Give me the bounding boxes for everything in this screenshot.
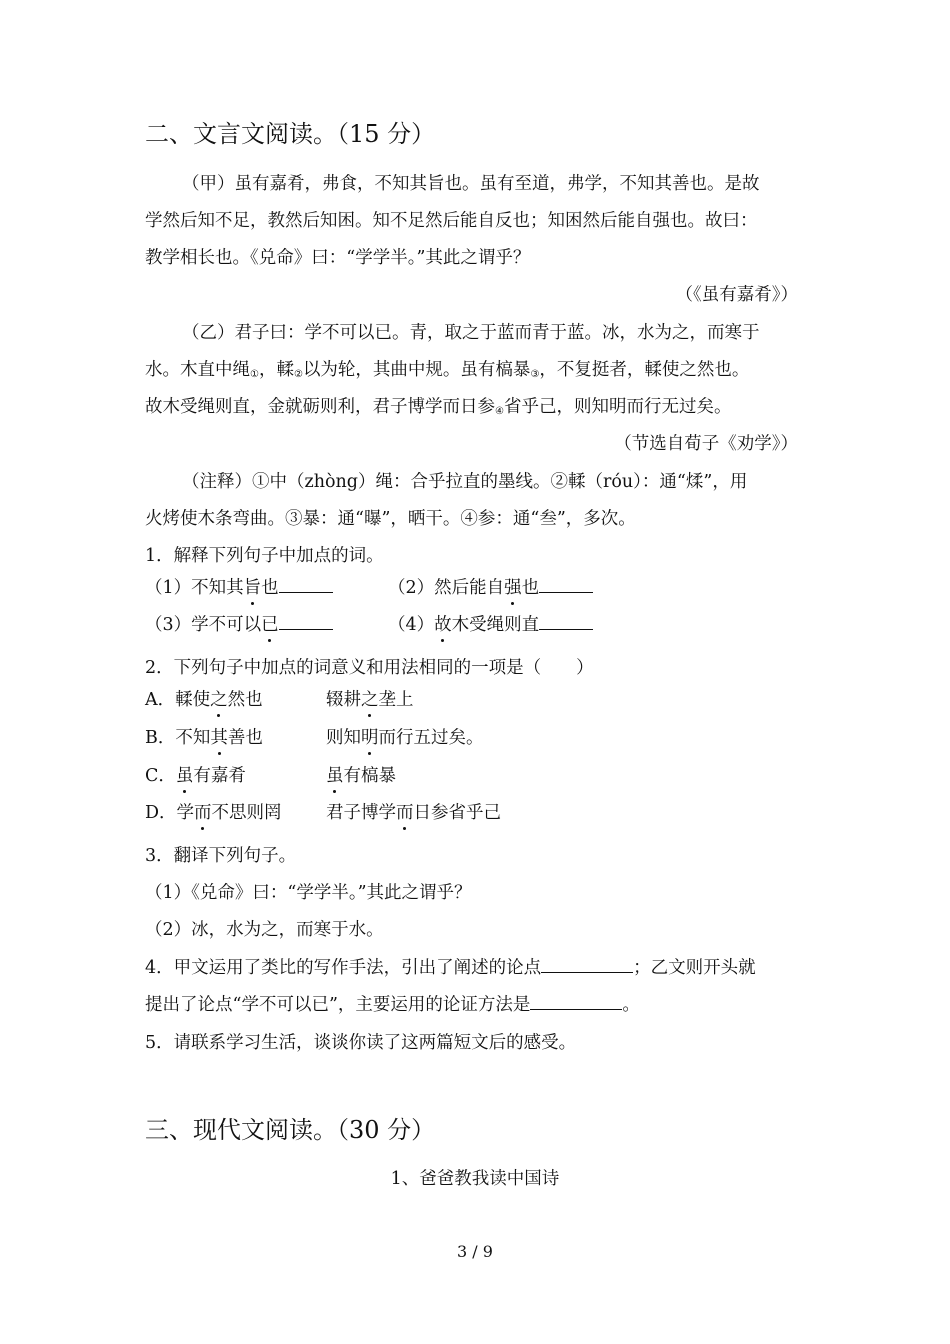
text-segment: 省乎己，则知明而行无过矣。 (503, 397, 732, 417)
text-segment: 故木受绳则直，金就砺则利，君子博学而日参 (145, 397, 495, 417)
page-number: 3 / 9 (457, 1242, 493, 1261)
text-segment: C． (145, 766, 176, 786)
dotted-word: 已 (261, 615, 279, 635)
text-segment: 则知 (326, 728, 361, 748)
answer-blank[interactable] (539, 615, 593, 630)
text-segment: 君子博学 (326, 803, 396, 823)
passage-jia-line-2: 学然后知不足，教然后知困。知不足然后能自反也；知困然后能自强也。故曰： (145, 211, 758, 231)
option-d-left[interactable] (145, 801, 282, 825)
answer-blank[interactable] (541, 958, 633, 973)
text-segment: 垄上 (378, 690, 414, 710)
text-segment: A．輮使 (145, 690, 211, 710)
dotted-word: 虽 (175, 766, 194, 786)
passage-yi-line-1: （乙）君子曰：学不可以已。青，取之于蓝而青于蓝。冰，水为之，而寒于 (182, 323, 760, 343)
footnote-marker-2: ② (293, 369, 303, 380)
question-1-item-1 (145, 576, 333, 600)
text-segment: 木受绳则直 (451, 615, 540, 635)
notes-line-1: （注释）①中（zhòng）绳：合乎拉直的墨线。②輮（róu）：通“煣”，用 (182, 472, 748, 492)
dotted-word: 故 (434, 615, 452, 635)
passage-yi-line-3 (145, 395, 731, 424)
article-title: 1、爸爸教我读中国诗 (390, 1169, 560, 1189)
question-1-item-2 (388, 576, 593, 600)
text-segment: 善也 (227, 728, 263, 748)
option-c-right (326, 764, 396, 788)
answer-blank[interactable] (279, 615, 333, 630)
text-segment: （3）学不可以 (145, 615, 262, 635)
text-segment: 。 (622, 995, 640, 1015)
passage-jia-source: （《虽有嘉肴》） (675, 285, 798, 305)
question-1-item-3 (145, 613, 333, 637)
text-segment: 不思则罔 (211, 803, 282, 823)
text-segment: 然也 (227, 690, 263, 710)
text-segment: 水。木直中绳 (145, 360, 250, 380)
dotted-word: 旨 (243, 578, 262, 598)
passage-jia-line-3: 教学相长也。《兑命》曰：“学学半。”其此之谓乎？ (145, 248, 531, 268)
dotted-word: 其 (210, 728, 228, 748)
question-4-line-1 (145, 956, 756, 980)
question-3-sentence-1: （1）《兑命》曰：“学学半。”其此之谓乎？ (145, 883, 472, 903)
option-b-left[interactable] (145, 726, 263, 750)
text-segment: 日参省乎己 (413, 803, 501, 823)
dotted-word: 之 (361, 690, 379, 710)
text-segment: 有嘉肴 (193, 766, 246, 786)
question-2-stem: 2．下列句子中加点的词意义和用法相同的一项是（ ） (145, 658, 594, 678)
text-segment: 也 (261, 578, 279, 598)
dotted-word: 明 (361, 728, 379, 748)
option-a-right (326, 688, 414, 712)
answer-blank[interactable] (279, 578, 333, 593)
text-segment: ，輮 (258, 360, 294, 380)
text-segment: B．不知 (145, 728, 211, 748)
text-segment: ；乙文则开头就 (633, 958, 756, 978)
option-d-right (326, 801, 501, 825)
dotted-word: 而 (194, 803, 212, 823)
text-segment: （4） (388, 615, 435, 635)
option-a-left[interactable] (145, 688, 263, 712)
passage-yi-source: （节选自荀子《劝学》） (614, 434, 798, 454)
footnote-marker-3: ③ (530, 369, 540, 380)
text-segment: 有槁暴 (343, 766, 396, 786)
passage-jia-line-1: （甲）虽有嘉肴，弗食，不知其旨也。虽有至道，弗学，不知其善也。是故 (182, 174, 760, 194)
text-segment: 4．甲文运用了类比的写作手法，引出了阐述的论点 (145, 958, 542, 978)
notes-line-2: 火烤使木条弯曲。③暴：通“曝”，晒干。④参：通“叁”，多次。 (145, 509, 636, 529)
answer-blank[interactable] (539, 578, 593, 593)
text-segment: 也 (521, 578, 540, 598)
dotted-word: 强 (504, 578, 522, 598)
text-segment: 以为轮，其曲中规。虽有槁暴 (302, 360, 531, 380)
text-segment: （2）然后能自 (388, 578, 505, 598)
text-segment: D．学 (145, 803, 195, 823)
footnote-marker-1: ① (250, 369, 259, 380)
option-b-right (326, 726, 484, 750)
answer-blank[interactable] (530, 995, 622, 1010)
text-segment: 辍耕 (326, 690, 361, 710)
option-c-left[interactable] (145, 764, 246, 788)
dotted-word: 虽 (326, 766, 344, 786)
dotted-word: 之 (210, 690, 228, 710)
question-1-stem: 1．解释下列句子中加点的词。 (145, 546, 384, 566)
text-segment: 而行五过矣。 (378, 728, 484, 748)
question-5-stem: 5．请联系学习生活，谈谈你读了这两篇短文后的感受。 (145, 1033, 577, 1053)
question-3-sentence-2: （2）冰，水为之，而寒于水。 (145, 920, 384, 940)
text-segment: ，不复挺者，輮使之然也。 (539, 360, 750, 380)
text-segment: 提出了论点“学不可以已”，主要运用的论证方法是 (145, 995, 531, 1015)
dotted-word: 而 (396, 803, 414, 823)
section-3-heading: 三、现代文阅读。（30 分） (145, 1116, 436, 1144)
section-2-heading: 二、文言文阅读。（15 分） (145, 120, 436, 148)
question-4-line-2 (145, 993, 640, 1017)
passage-yi-line-2 (145, 358, 749, 387)
text-segment: （1）不知其 (145, 578, 244, 598)
footnote-marker-4: ④ (495, 406, 504, 417)
question-1-item-4 (388, 613, 593, 637)
question-3-stem: 3．翻译下列句子。 (145, 846, 297, 866)
